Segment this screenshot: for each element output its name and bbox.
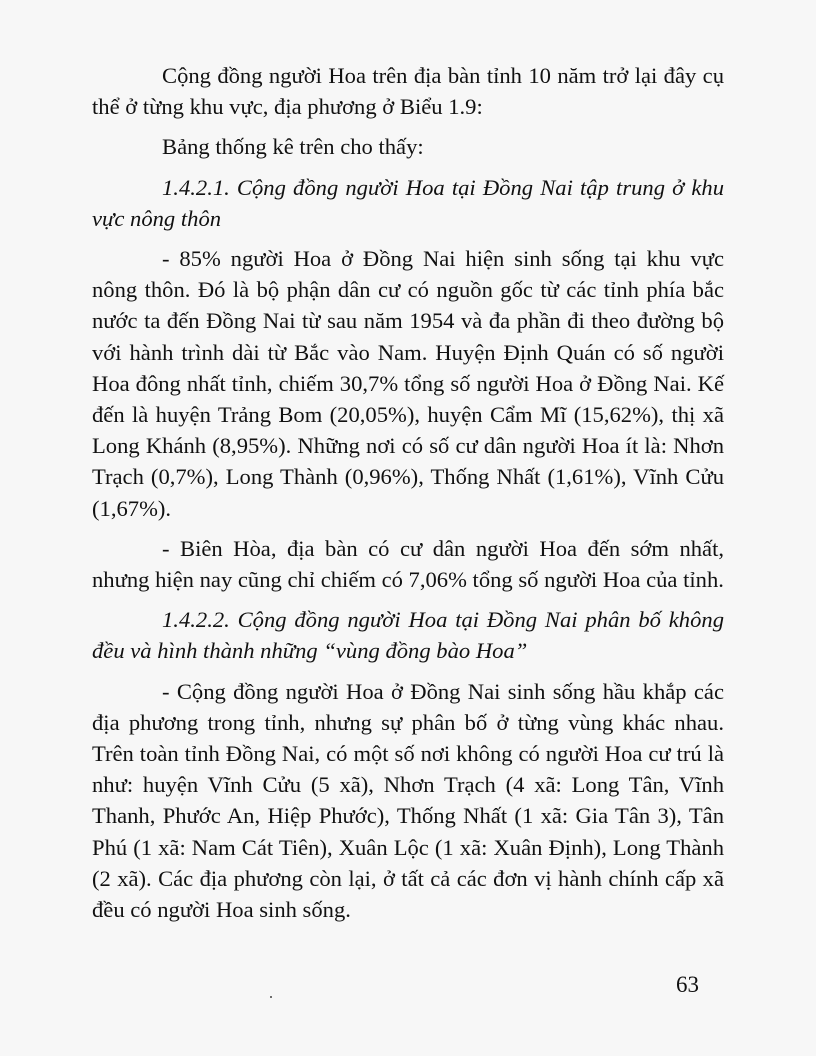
section-heading-1-4-2-2: 1.4.2.2. Cộng đồng người Hoa tại Đồng Nai phân bố không đều và hình thành những “vùng đồng bào Hoa”: [92, 607, 724, 664]
print-speck: [270, 996, 272, 998]
body-text: [92, 60, 724, 934]
bien-hoa-paragraph: - Biên Hòa, địa bàn có cư dân người Hoa đến sớm nhất, nhưng hiện nay cũng chỉ chiếm có 7,06% tổng số người Hoa của tỉnh.: [92, 535, 724, 593]
section-heading-1-4-2-1: 1.4.2.1. Cộng đồng người Hoa tại Đồng Nai tập trung ở khu vực nông thôn: [92, 174, 724, 231]
table-summary-lead: Bảng thống kê trên cho thấy:: [162, 134, 424, 160]
intro-paragraph: Cộng đồng người Hoa trên địa bàn tỉnh 10 năm trở lại đây cụ thể ở từng khu vực, địa phương ở Biểu 1.9:: [92, 63, 724, 120]
page-number: 63: [676, 972, 699, 997]
rural-distribution-paragraph: - 85% người Hoa ở Đồng Nai hiện sinh sống tại khu vực nông thôn. Đó là bộ phận dân cư có nguồn gốc từ các tỉnh phía bắc nước ta đến Đồng Nai từ sau năm 1954 và đa phần đi theo đường bộ với hành trình dài từ Bắc vào Nam. Huyện Định Quán có số người Hoa đông nhất tỉnh, chiếm 30,7% tổng số người Hoa ở Đồng Nai. Kế đến là huyện Trảng Bom (20,05%), huyện Cẩm Mĩ (15,62%), thị xã Long Khánh (8,95%). Những nơi có số cư dân người Hoa ít là: Nhơn Trạch (0,7%), Long Thành (0,96%), Thống Nhất (1,61%), Vĩnh Cửu (1,67%).: [92, 246, 724, 521]
uneven-distribution-paragraph: - Cộng đồng người Hoa ở Đồng Nai sinh sống hầu khắp các địa phương trong tỉnh, nhưng sự phân bố ở từng vùng khác nhau. Trên toàn tỉnh Đồng Nai, có một số nơi không có người Hoa cư trú là như: huyện Vĩnh Cửu (5 xã), Nhơn Trạch (4 xã: Long Tân, Vĩnh Thanh, Phước An, Hiệp Phước), Thống Nhất (1 xã: Gia Tân 3), Tân Phú (1 xã: Nam Cát Tiên), Xuân Lộc (1 xã: Xuân Định), Long Thành (2 xã). Các địa phương còn lại, ở tất cả các đơn vị hành chính cấp xã đều có người Hoa sinh sống.: [92, 678, 724, 923]
